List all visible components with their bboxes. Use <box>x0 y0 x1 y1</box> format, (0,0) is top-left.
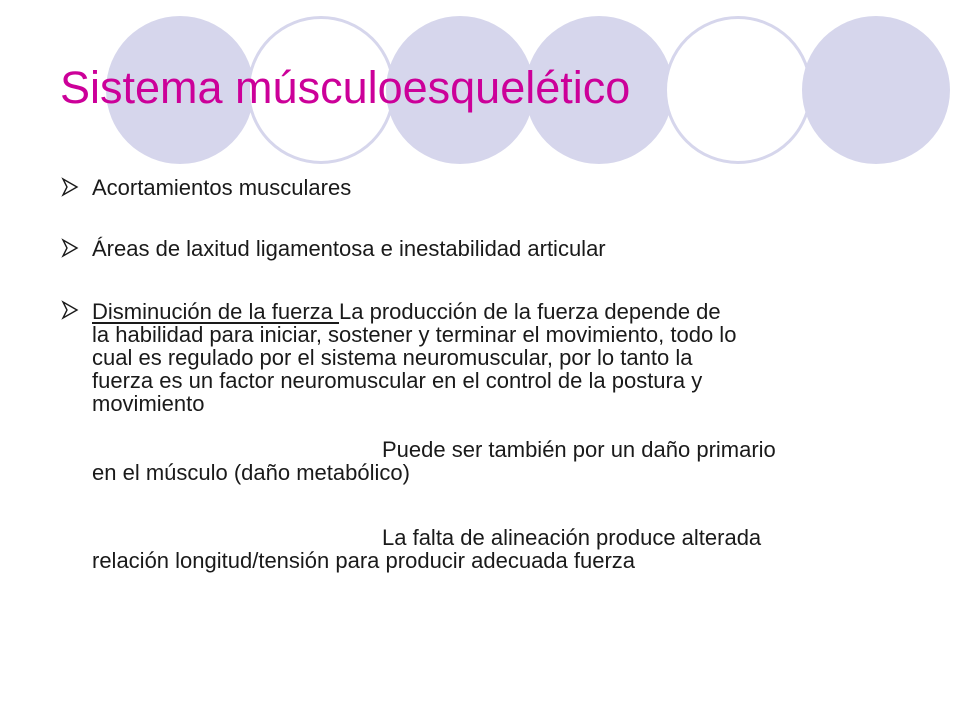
arrowhead-bullet-icon <box>60 238 82 260</box>
continuation-text: Puede ser también por un daño primario <box>382 437 776 462</box>
bullet-line: movimiento <box>92 391 205 416</box>
bullet-lead: Disminución de la fuerza <box>92 299 340 324</box>
continuation-second-line: en el músculo (daño metabólico) <box>92 460 410 485</box>
slide-title: Sistema músculoesquelético <box>60 62 631 113</box>
continuation-text: La falta de alineación produce alterada <box>382 525 762 550</box>
bullet-line: fuerza es un factor neuromuscular en el control de la postura y <box>92 368 703 393</box>
bullet-line: la habilidad para iniciar, sostener y terminar el movimiento, todo lo <box>92 322 737 347</box>
bullet-line: cual es regulado por el sistema neuromuscular, por lo tanto la <box>92 345 693 370</box>
continuation-second-line: relación longitud/tensión para producir adecuada fuerza <box>92 548 636 573</box>
bullet-lead-tail: La producción de la fuerza depende de <box>339 299 721 324</box>
bullet-text: Áreas de laxitud ligamentosa e inestabilidad articular <box>92 236 606 261</box>
bullet-first-line <box>92 300 932 324</box>
continuation-first-line <box>92 438 960 462</box>
continuation-first-line <box>92 526 960 550</box>
bullet-text: Acortamientos musculares <box>92 175 352 200</box>
arrowhead-bullet-icon <box>60 300 82 322</box>
arrowhead-bullet-icon <box>60 177 82 199</box>
